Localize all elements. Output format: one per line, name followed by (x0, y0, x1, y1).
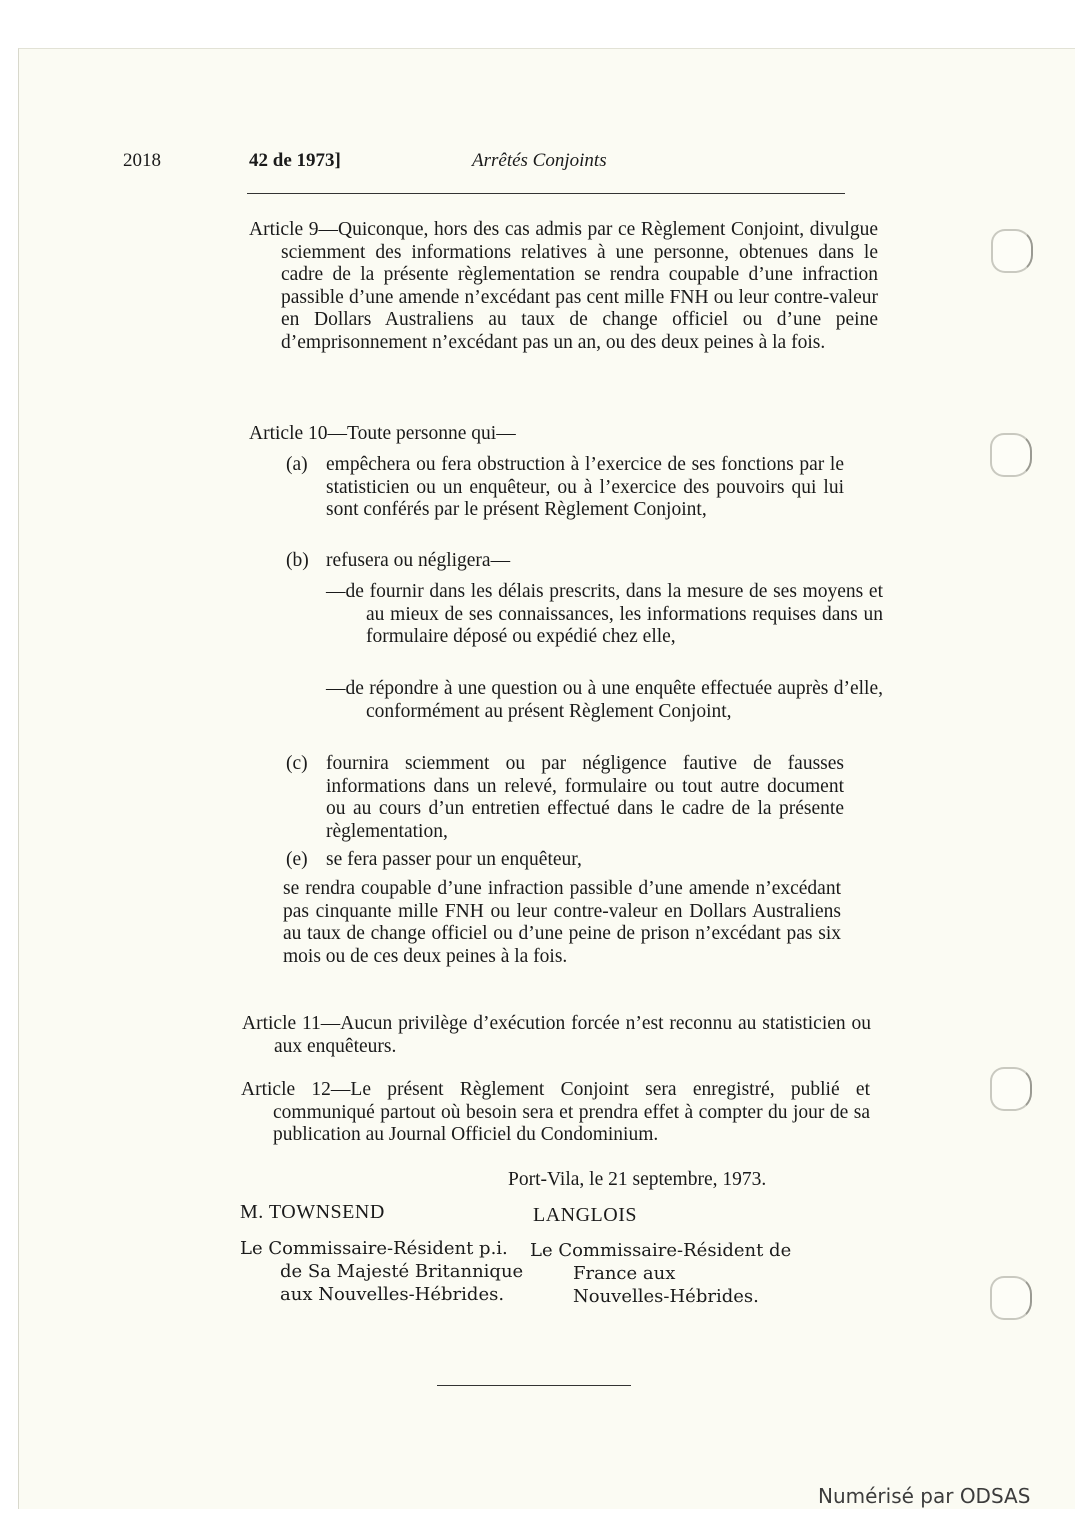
article-12: Article 12—Le présent Règlement Conjoint sera enregistré, publié et communiqué partout où besoin sera et prendra effet à compter du jour de sa publication au Journal Officiel du Condominium. (241, 1079, 870, 1145)
article-10-closing: se rendra coupable d’une infraction passible d’une amende n’excédant pas cinquante mille FNH ou leur contre-valeur en Dollars Australiens au taux de change officiel ou d’une peine de prison n’excédant pas six mois ou de ces deux peines à la fois. (283, 878, 841, 967)
page-title: Arrêtés Conjoints (472, 150, 607, 171)
signatory-role-right (530, 1239, 820, 1308)
item-text: fournira sciemment ou par négligence fautive de fausses informations dans un relevé, formulaire ou tout autre document ou au cours d’un entretien effectué dans le cadre de la présente règlementation, (326, 753, 844, 842)
signatory-name-left: M. TOWNSEND (240, 1201, 385, 1223)
role-line: Le Commissaire-Résident p.i. (240, 1238, 508, 1259)
page-number: 2018 (123, 150, 161, 171)
item-label: (e) (286, 849, 308, 870)
role-line: de Sa Majesté Britannique (280, 1261, 524, 1282)
role-line: France aux (573, 1263, 676, 1284)
signatory-name-right: LANGLOIS (533, 1204, 637, 1226)
role-line: aux Nouvelles-Hébrides. (280, 1284, 505, 1305)
punch-hole (991, 229, 1033, 273)
article-9: Article 9—Quiconque, hors des cas admis par ce Règlement Conjoint, divulgue sciemment des informations relatives à une personne, obtenues dans le cadre de la présente règlementation se rendra coupable d’une infraction passible d’une amende n’excédant pas cent mille FNH ou leur contre-valeur en Dollars Australiens au taux de change officiel ou d’une peine d’emprisonnement n’excédant pas un an, ou des deux peines à la fois. (249, 219, 878, 353)
article-11: Article 11—Aucun privilège d’exécution forcée n’est reconnu au statisticien ou aux enquêteurs. (242, 1013, 871, 1057)
article-10-item-a (286, 454, 844, 546)
article-10-sub-item: —de fournir dans les délais prescrits, dans la mesure de ses moyens et au mieux de ses connaissances, les informations requises dans un formulaire déposé ou expédié chez elle, (326, 581, 883, 647)
item-label: (c) (286, 753, 308, 774)
item-label: (b) (286, 550, 309, 571)
item-text: refusera ou négligera— (326, 550, 511, 571)
place-date: Port-Vila, le 21 septembre, 1973. (508, 1169, 767, 1190)
article-10-item-b (286, 550, 844, 574)
header-rule (247, 193, 845, 194)
punch-hole (990, 1276, 1032, 1320)
item-text: empêchera ou fera obstruction à l’exercice de ses fonctions par le statisticien ou un enquêteur, ou à l’exercice des pouvoirs qui lui sont conférés par le présent Règlement Conjoint, (326, 454, 844, 520)
article-10-intro: Article 10—Toute personne qui— (249, 423, 516, 444)
scan-watermark: Numérisé par ODSAS (818, 1484, 1031, 1508)
article-10-item-c (286, 753, 844, 845)
role-line: Le Commissaire-Résident de (530, 1240, 792, 1261)
punch-hole (990, 1067, 1032, 1111)
signatory-role-left (240, 1237, 530, 1306)
article-10-sub-item: —de répondre à une question ou à une enquête effectuée auprès d’elle, conformément au présent Règlement Conjoint, (326, 678, 883, 722)
punch-hole (990, 433, 1032, 477)
end-rule (437, 1385, 631, 1386)
page-reference: 42 de 1973] (249, 150, 341, 171)
item-text: se fera passer pour un enquêteur, (326, 849, 582, 870)
article-10-item-e (286, 849, 844, 873)
role-line: Nouvelles-Hébrides. (573, 1286, 759, 1307)
item-label: (a) (286, 454, 308, 475)
